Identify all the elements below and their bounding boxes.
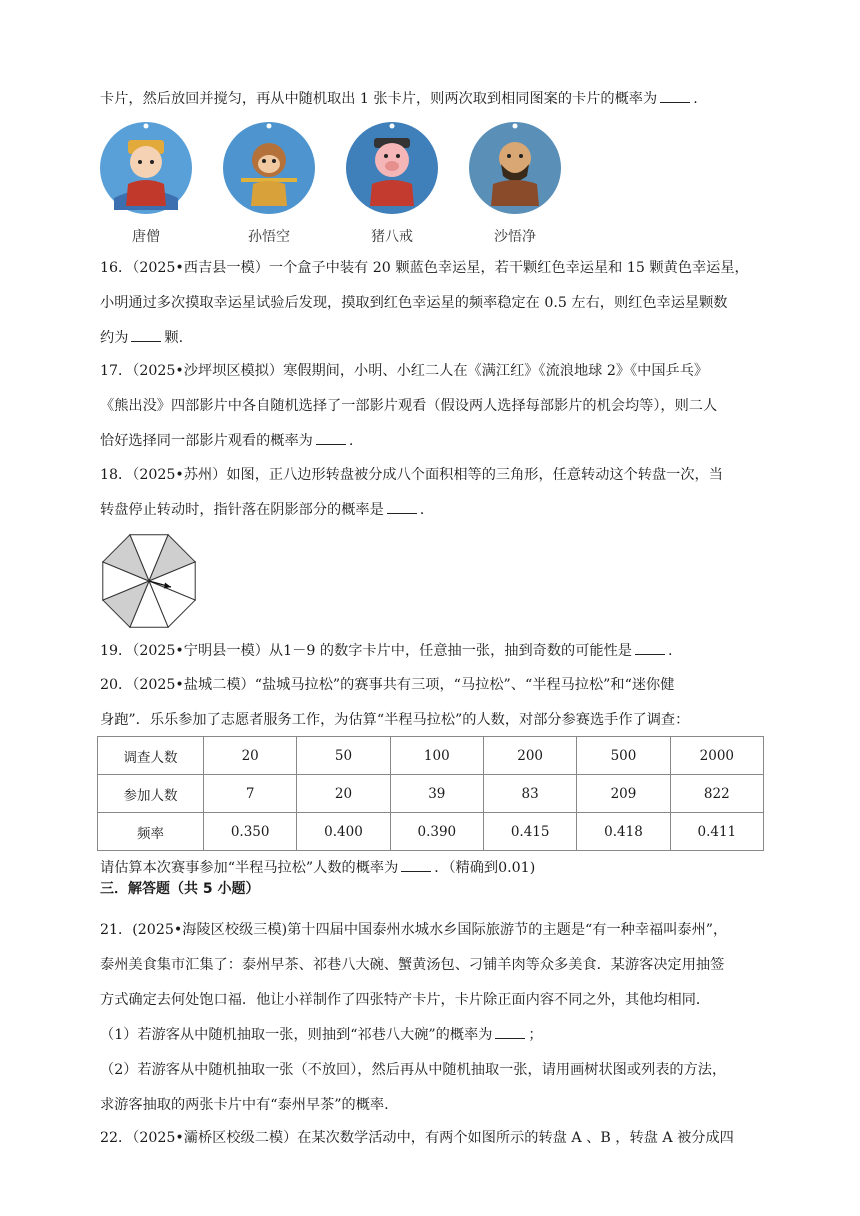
answer-blank [131,327,161,342]
answer-blank [635,640,665,655]
question-20-followup: 请估算本次赛事参加“半程马拉松”人数的概率为 ．（精确到0.01) [100,851,768,886]
question-20: 20．（2025•盐城二模）“盐城马拉松”的赛事共有三项，“马拉松”、“半程马拉松”和“迷你健 身跑”．乐乐参加了志愿者服务工作，为估算“半程马拉松”的人数，对部分参赛选手作了调查： [100,677,690,728]
table-row: 频率 0.350 0.400 0.390 0.415 0.418 0.411 [98,813,764,851]
q15-tail-paragraph [100,82,768,117]
shawujing-card-image [467,120,563,216]
question-22: 22．（2025•灞桥区校级二模）在某次数学活动中，有两个如图所示的转盘 A 、B ，转盘 A 被分成四 [100,1130,734,1146]
question-19: 19．（2025•宁明县一模）从1－9 的数字卡片中，任意抽一张，抽到奇数的可能性是 . [100,634,768,669]
question-17: 17．（2025•沙坪坝区模拟）寒假期间，小明、小红二人在《满江红》《流浪地球 2》《中国乒乓》 《熊出没》四部影片中各自随机选择了一部影片观看（假设两人选择每部影片的机会均等），则二人 恰好选择同一部影片观看的概率为 . [100,363,718,449]
tangseng-card-image [98,120,194,216]
zhubajie-card-image [344,120,440,216]
question-16: 16．（2025•西吉县一模）一个盒子中装有 20 颗蓝色幸运星，若干颗红色幸运星和 15 颗黄色幸运星， 小明通过多次摸取幸运星试验后发现，摸取到红色幸运星的频率稳定在 0.5 左右，则红色幸运星颗数 约为 颗. [100,260,749,346]
card-caption: 孙悟空 [248,229,290,245]
answer-blank [387,499,417,514]
answer-blank [660,88,690,103]
card-caption: 猪八戒 [371,229,413,245]
card-zhubajie [344,120,440,245]
answer-blank [316,430,346,445]
card-sunwukong [221,120,317,245]
section-title: 三．解答题（共 5 小题） [100,881,260,897]
survey-table [97,736,764,851]
question-21: 21．(2025•海陵区校级三模)第十四届中国泰州水城水乡国际旅游节的主题是“有一种幸福叫泰州”， 泰州美食集市汇集了：泰州早茶、祁巷八大碗、蟹黄汤包、刁铺羊肉等众多美食．某游客决定用抽签 方式确定去何处饱口福．他让小祥制作了四张特产卡片，卡片除正面内容不同之外，其他均相同． （1）若游客从中随机抽取一张，则抽到“祁巷八大碗”的概率为 ； （2）若游客从中随机抽取一张（不放回），然后再从中随机抽取一张，请用画树状图或列表的方法， 求游客抽取的两张卡片中有“泰州早茶”的概率. [100,922,728,1113]
character-cards [98,120,578,250]
card-shawujing [467,120,563,245]
answer-blank [401,857,431,872]
card-caption: 沙悟净 [494,229,536,245]
octagon-spinner-figure [99,531,199,631]
card-caption: 唐僧 [132,229,160,245]
sunwukong-card-image [221,120,317,216]
question-18: 18．（2025•苏州）如图，正八边形转盘被分成八个面积相等的三角形，任意转动这个转盘一次，当 转盘停止转动时，指针落在阴影部分的概率是 . [100,467,723,518]
table-row: 参加人数 7 20 39 83 209 822 [98,775,764,813]
answer-blank [495,1024,525,1039]
table-row: 调查人数 20 50 100 200 500 2000 [98,737,764,775]
card-tangseng [98,120,194,245]
q15-line: 卡片，然后放回并搅匀，再从中随机取出 1 张卡片，则两次取到相同图案的卡片的概率为 . [100,82,768,117]
